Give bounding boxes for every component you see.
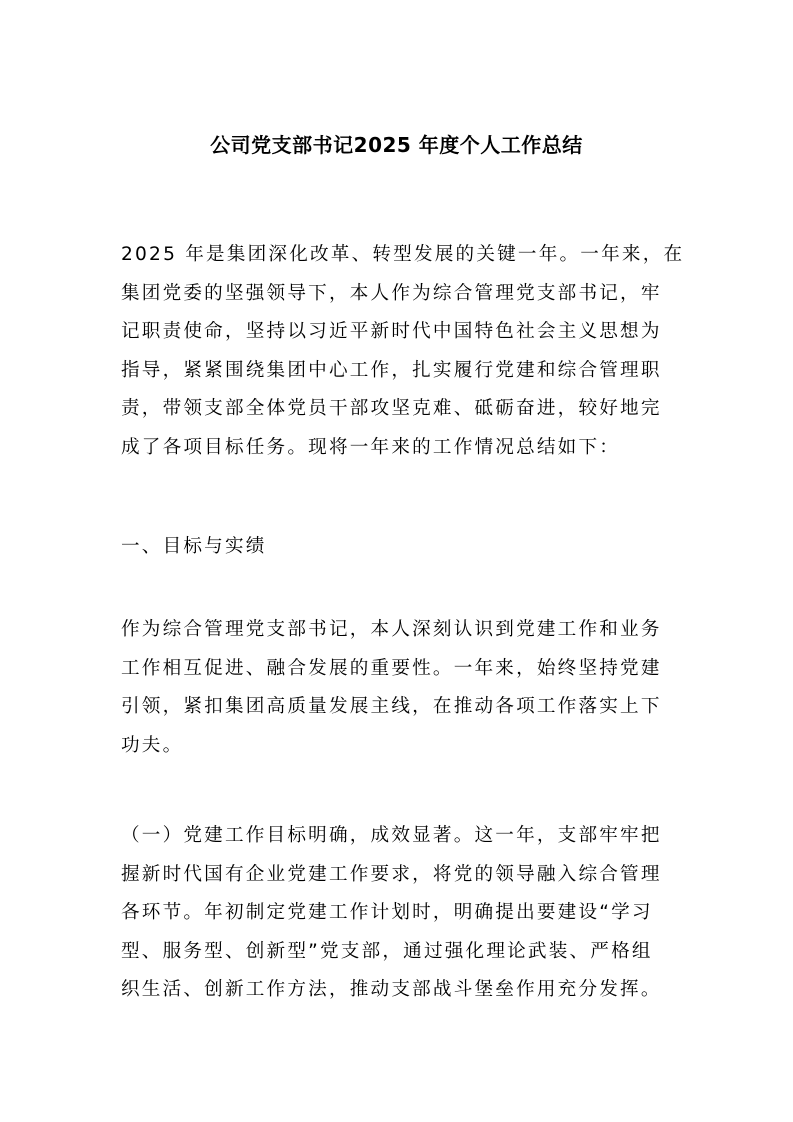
- subsection-line: 各环节。年初制定党建工作计划时，明确提出要建设“学习: [121, 902, 653, 923]
- subsection-line: 型、服务型、创新型”党支部，通过强化理论武装、严格组: [121, 940, 653, 962]
- section-paragraph: [121, 611, 681, 765]
- intro-line: 2025 年是集团深化改革、转型发展的关键一年。一年来，在: [121, 244, 685, 265]
- subsection-paragraph: [121, 817, 681, 1010]
- section-heading-text: 一、目标与实绩: [121, 536, 267, 557]
- intro-line: 集团党委的坚强领导下，本人作为综合管理党支部书记，牢: [121, 282, 662, 304]
- section-line: 作为综合管理党支部书记，本人深刻认识到党建工作和业务: [121, 619, 662, 640]
- subsection-line: （一）党建工作目标明确，成效显著。这一年，支部牢牢把: [121, 825, 662, 846]
- intro-line: 责，带领支部全体党员干部攻坚克难、砥砺奋进，较好地完: [121, 398, 662, 419]
- subsection-line: 握新时代国有企业党建工作要求，将党的领导融入综合管理: [121, 863, 662, 885]
- intro-paragraph: [121, 236, 685, 467]
- intro-line: 成了各项目标任务。现将一年来的工作情况总结如下：: [121, 436, 621, 458]
- section-line: 功夫。: [121, 734, 184, 756]
- section-line: 引领，紧扣集团高质量发展主线，在推动各项工作落实上下: [121, 696, 662, 717]
- subsection-line: 织生活、创新工作方法，推动支部战斗堡垒作用充分发挥。: [121, 979, 662, 1000]
- document-title: 公司党支部书记2025 年度个人工作总结: [210, 133, 583, 157]
- section-heading: [121, 528, 681, 567]
- intro-line: 指导，紧紧围绕集团中心工作，扎实履行党建和综合管理职: [121, 359, 662, 381]
- section-line: 工作相互促进、融合发展的重要性。一年来，始终坚持党建: [121, 657, 662, 679]
- intro-line: 记职责使命，坚持以习近平新时代中国特色社会主义思想为: [121, 321, 662, 342]
